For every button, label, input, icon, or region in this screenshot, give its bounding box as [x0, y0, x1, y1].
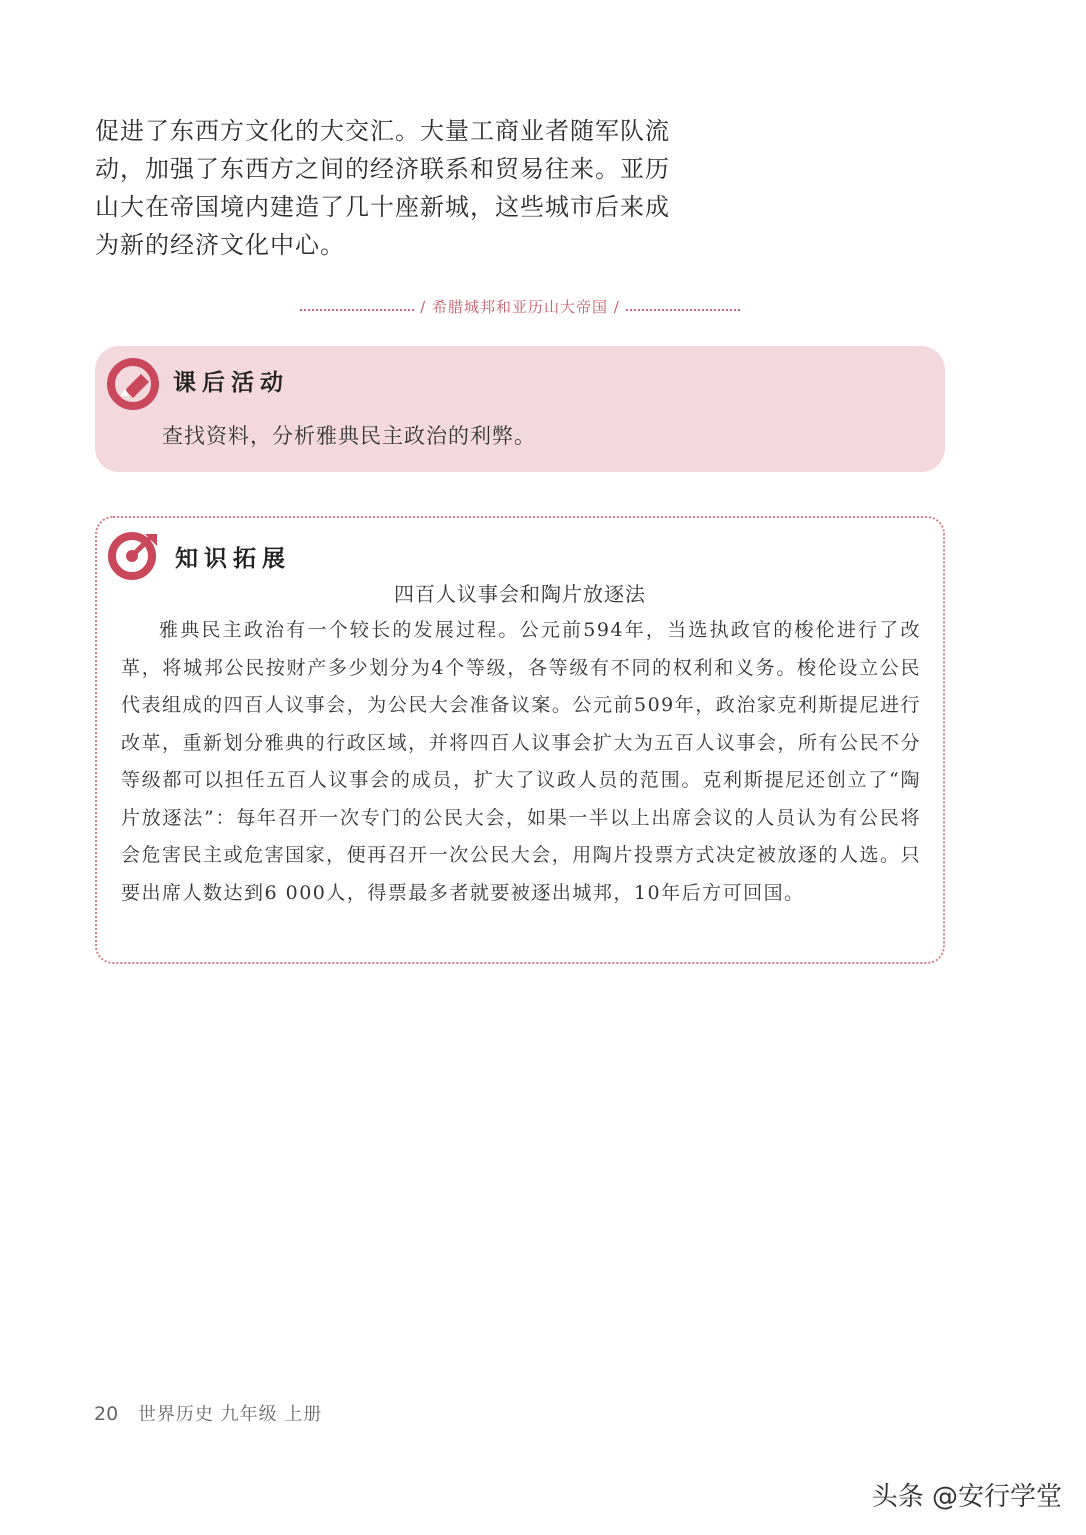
knowledge-title: 知识拓展	[175, 546, 291, 572]
knowledge-body	[121, 612, 921, 912]
page-footer	[94, 1400, 322, 1426]
section-rule	[300, 296, 740, 317]
activity-title: 课后活动	[173, 370, 289, 396]
knowledge-icon	[105, 526, 161, 582]
page-number: 20	[94, 1403, 119, 1425]
rule-dots-left	[300, 309, 414, 311]
intro-line: 为新的经济文化中心。	[95, 231, 345, 259]
intro-line: 促进了东西方文化的大交汇。大量工商业者随军队流	[95, 117, 670, 145]
intro-paragraph	[95, 112, 695, 264]
section-label: / 希腊城邦和亚历山大帝国 /	[420, 298, 620, 316]
watermark: 头条 @安行学堂	[871, 1482, 1062, 1512]
after-class-activity-box	[95, 346, 945, 472]
knowledge-extension-box	[95, 516, 945, 964]
book-title: 世界历史 九年级 上册	[137, 1404, 323, 1425]
activity-text: 查找资料，分析雅典民主政治的利弊。	[162, 424, 536, 448]
intro-line: 动，加强了东西方之间的经济联系和贸易往来。亚历	[95, 155, 670, 183]
knowledge-paragraph: 雅典民主政治有一个较长的发展过程。公元前594年，当选执政官的梭伦进行了改革，将城邦公民按财产多少划分为4个等级，各等级有不同的权利和义务。梭伦设立公民代表组成的四百人议事会，为公民大会准备议案。公元前509年，政治家克利斯提尼进行改革，重新划分雅典的行政区域，并将四百人议事会扩大为五百人议事会，所有公民不分等级都可以担任五百人议事会的成员，扩大了议政人员的范围。克利斯提尼还创立了“陶片放逐法”：每年召开一次专门的公民大会，如果一半以上出席会议的人员认为有公民将会危害民主或危害国家，便再召开一次公民大会，用陶片投票方式决定被放逐的人选。只要出席人数达到6 000人，得票最多者就要被逐出城邦，10年后方可回国。	[121, 619, 921, 904]
rule-dots-right	[626, 309, 740, 311]
intro-line: 山大在帝国境内建造了几十座新城，这些城市后来成	[95, 193, 670, 221]
activity-icon	[105, 356, 161, 412]
knowledge-heading: 四百人议事会和陶片放逐法	[394, 582, 646, 606]
